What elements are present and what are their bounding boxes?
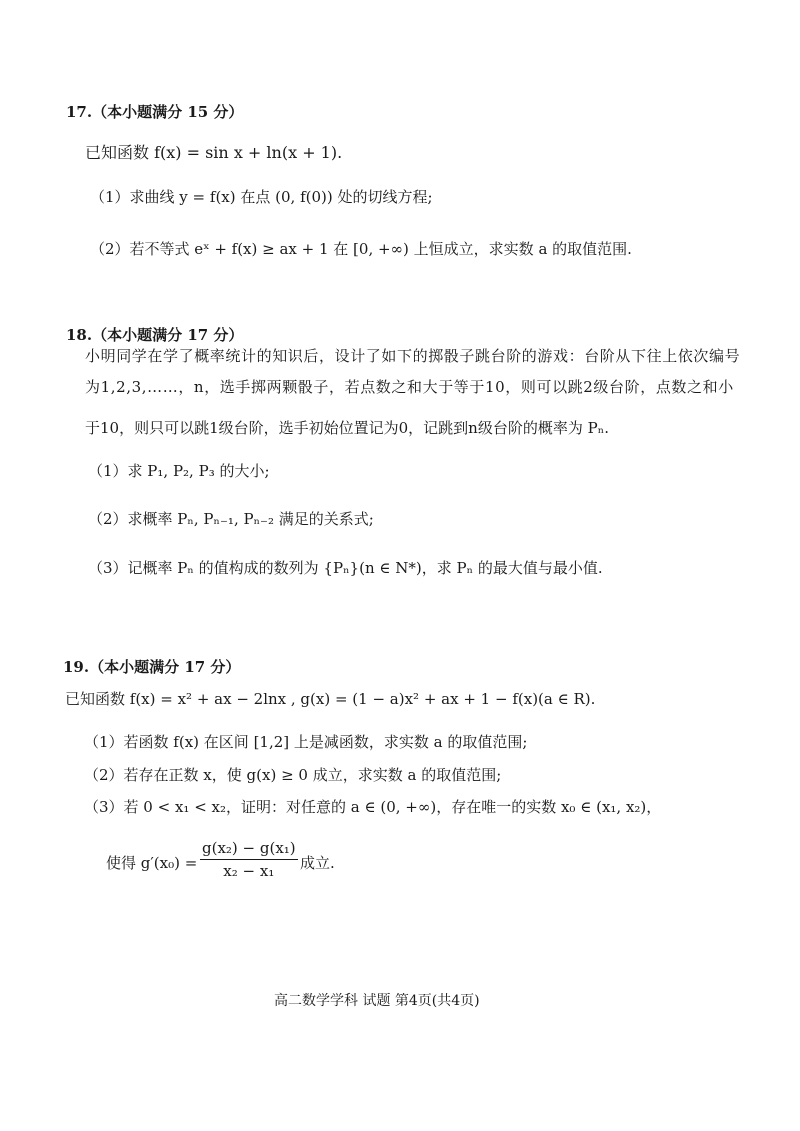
q19-part3-cont-suffix: 成立. xyxy=(300,854,335,872)
q19-part1: （1）若函数 f(x) 在区间 [1,2] 上是减函数，求实数 a 的取值范围; xyxy=(84,733,528,751)
q18-stem-line1: 小明同学在学了概率统计的知识后，设计了如下的掷骰子跳台阶的游戏：台阶从下往上依次编号 xyxy=(85,347,741,365)
q19-header: 19.（本小题满分 17 分） xyxy=(63,658,241,676)
q18-header: 18.（本小题满分 17 分） xyxy=(66,326,244,344)
q17-header: 17.（本小题满分 15 分） xyxy=(66,103,244,121)
q19-part2: （2）若存在正数 x，使 g(x) ≥ 0 成立，求实数 a 的取值范围; xyxy=(84,766,502,784)
q19-fraction-numerator: g(x₂) − g(x₁) xyxy=(200,839,298,860)
q19-fraction-denominator: x₂ − x₁ xyxy=(223,862,275,880)
q19-part3-cont-prefix: 使得 g′(x₀) = xyxy=(106,854,198,872)
q17-stem: 已知函数 f(x) = sin x + ln(x + 1). xyxy=(85,143,343,162)
q17-part2: （2）若不等式 eˣ + f(x) ≥ ax + 1 在 [0, +∞) 上恒成立，求实数 a 的取值范围. xyxy=(90,240,632,258)
q18-part3: （3）记概率 Pₙ 的值构成的数列为 {Pₙ}(n ∈ N*)，求 Pₙ 的最大值与最小值. xyxy=(88,559,603,577)
q18-stem-line3: 于10，则只可以跳1级台阶，选手初始位置记为0，记跳到n级台阶的概率为 Pₙ. xyxy=(85,419,609,437)
q17-part1: （1）求曲线 y = f(x) 在点 (0, f(0)) 处的切线方程; xyxy=(90,188,433,206)
page-footer: 高二数学学科 试题 第4页(共4页) xyxy=(274,993,480,1009)
q18-stem-line2: 为1,2,3,……，n，选手掷两颗骰子，若点数之和大于等于10，则可以跳2级台阶，点数之和小 xyxy=(85,378,734,396)
q18-part1: （1）求 P₁, P₂, P₃ 的大小; xyxy=(88,462,270,480)
q19-part3-fraction xyxy=(200,839,298,880)
q19-stem: 已知函数 f(x) = x² + ax − 2lnx , g(x) = (1 − a)x² + ax + 1 − f(x)(a ∈ R). xyxy=(65,690,596,708)
q18-part2: （2）求概率 Pₙ, Pₙ₋₁, Pₙ₋₂ 满足的关系式; xyxy=(88,510,374,528)
q19-part3: （3）若 0 < x₁ < x₂，证明：对任意的 a ∈ (0, +∞)，存在唯一的实数 x₀ ∈ (x₁, x₂)， xyxy=(84,798,662,816)
